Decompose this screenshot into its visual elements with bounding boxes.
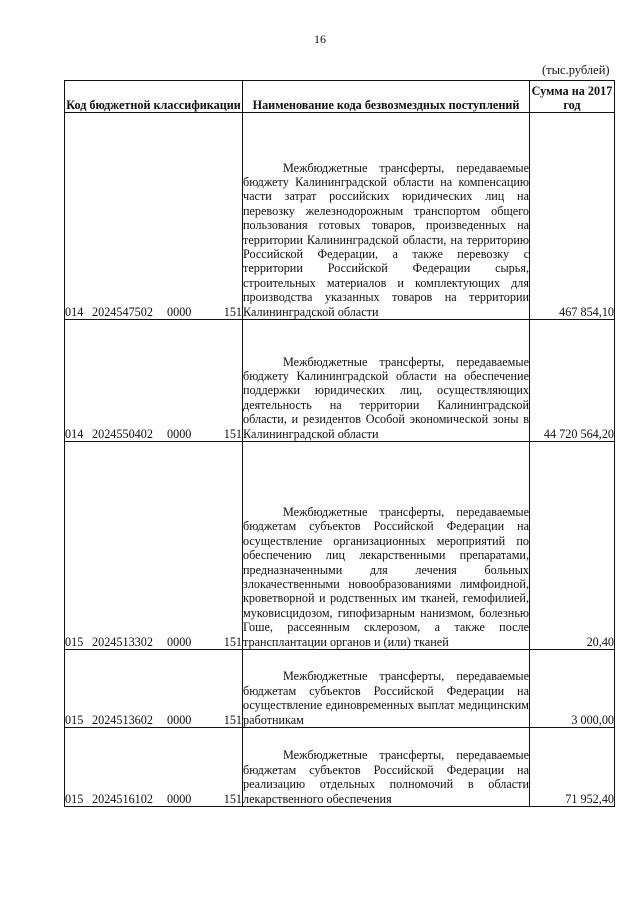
code-cell [65,442,243,650]
admin-code: 014 [65,426,84,441]
code-cell [65,113,243,320]
table-header-row [65,81,615,113]
table-row [65,728,615,807]
table-row [65,113,615,320]
name-cell [243,113,530,320]
header-amount: Сумма на 2017 год [530,81,615,113]
name-cell [243,442,530,650]
name-cell [243,728,530,807]
code-cell [65,650,243,728]
program-code: 0000 [167,634,192,649]
amount-cell: 467 854,10 [530,113,615,320]
kosgu-code: 151 [223,426,242,441]
kosgu-code: 151 [223,634,242,649]
budget-table [64,80,615,807]
code-cell [65,320,243,442]
admin-code: 015 [65,791,84,806]
name-cell [243,320,530,442]
revenue-code: 2024516102 [92,791,153,806]
admin-code: 015 [65,634,84,649]
program-code: 0000 [167,791,192,806]
table-row [65,442,615,650]
revenue-code: 2024547502 [92,304,153,319]
revenue-name: Межбюджетные трансферты, передаваемые бюджетам субъектов Российской Федерации на осуществление единовременных выплат медицинским работникам [243,669,529,727]
revenue-code: 2024550402 [92,426,153,441]
program-code: 0000 [167,304,192,319]
kosgu-code: 151 [223,712,242,727]
revenue-name: Межбюджетные трансферты, передаваемые бюджетам субъектов Российской Федерации на реализацию отдельных полномочий в области лекарственного обеспечения [243,748,529,806]
revenue-code: 2024513602 [92,712,153,727]
revenue-name: Межбюджетные трансферты, передаваемые бюджетам субъектов Российской Федерации на осуществление организационных мероприятий по обеспечению лиц лекарственными препаратами, предназначенными для лечения больных злокачественными новообразованиями лимфоидной, кроветворной и родственных им тканей, гемофилией, муковисцидозом, гипофизарным нанизмом, болезнью Гоше, рассеянным склерозом, а также после трансплантации органов и (или) тканей [243,504,529,649]
revenue-name: Межбюджетные трансферты, передаваемые бюджету Калининградской области на компенсацию части затрат российских юридических лиц на перевозку железнодорожным транспортом общего пользования готовых товаров, произведенных на территории Калининградской области, на территорию Российской Федерации, а также перевозку с территории Российской Федерации сырья, строительных материалов и комплектующих для производства указанных товаров на территории Калининградской области [243,160,529,319]
unit-label: (тыс.рублей) [542,63,610,77]
page-number: 16 [314,32,326,46]
amount-cell: 3 000,00 [530,650,615,728]
kosgu-code: 151 [223,791,242,806]
revenue-code: 2024513302 [92,634,153,649]
header-name: Наименование кода безвозмездных поступлений [243,81,530,113]
code-cell [65,728,243,807]
name-cell [243,650,530,728]
amount-cell: 71 952,40 [530,728,615,807]
admin-code: 014 [65,304,84,319]
header-code: Код бюджетной классификации [65,81,243,113]
table-row [65,650,615,728]
amount-cell: 20,40 [530,442,615,650]
program-code: 0000 [167,426,192,441]
program-code: 0000 [167,712,192,727]
revenue-name: Межбюджетные трансферты, передаваемые бюджету Калининградской области на обеспечение поддержки юридических лиц, осуществляющих деятельность на территории Калининградской области, и резидентов Особой экономической зоны в Калининградской области [243,354,529,441]
admin-code: 015 [65,712,84,727]
amount-cell: 44 720 564,20 [530,320,615,442]
table-row [65,320,615,442]
kosgu-code: 151 [223,304,242,319]
